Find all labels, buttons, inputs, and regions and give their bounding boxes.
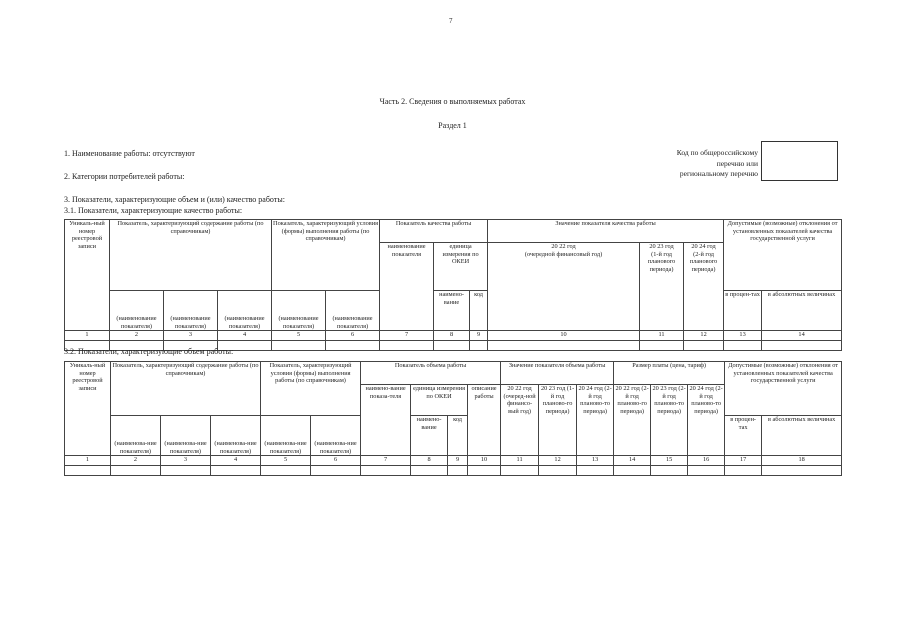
q-h-ind3: (наименование показателя) xyxy=(218,291,272,331)
q-h-year2: 20 23 год (1-й год планового периода) xyxy=(640,243,684,331)
q-h-year3: 20 24 год (2-й год планового периода) xyxy=(684,243,724,331)
v-h-conditions: Показатель, характеризующий условия (формы) выполнения работы (по справочникам) xyxy=(261,362,361,416)
v-h-ind2: (наименова-ние показателя) xyxy=(161,416,211,456)
v-h-y2: 20 23 год (1-й год планово-го периода) xyxy=(539,385,577,456)
col-num: 9 xyxy=(470,331,488,341)
col-num: 14 xyxy=(614,456,651,466)
col-num: 1 xyxy=(65,331,110,341)
v-h-p2: 20 23 год (2-й год планово-то периода) xyxy=(651,385,688,456)
q-h-allowed: Допустимые (возможные) отклонения от установленных показателей качества государственной услуги xyxy=(724,220,842,243)
v-h-p3: 20 24 год (2-й год планово-то периода) xyxy=(688,385,725,456)
col-num: 3 xyxy=(161,456,211,466)
col-num: 4 xyxy=(218,331,272,341)
col-num: 13 xyxy=(724,331,762,341)
col-num: 8 xyxy=(411,456,448,466)
v-h-y1: 20 22 год (очеред-ной финансо-вый год) xyxy=(501,385,539,456)
v-h-content: Показатель, характеризующий содержание работы (по справочникам) xyxy=(111,362,261,416)
col-num: 14 xyxy=(762,331,842,341)
v-h-unit-name: наимено-вание xyxy=(411,416,448,456)
col-num: 7 xyxy=(361,456,411,466)
col-num: 18 xyxy=(762,456,842,466)
v-h-ind4: (наименова-ние показателя) xyxy=(261,416,311,456)
volume-table xyxy=(64,361,842,476)
v-h-vol: Показатель объема работы xyxy=(361,362,501,385)
q-h-unique: Уникаль-ный номер реестровой записи xyxy=(65,220,110,331)
page-number: 7 xyxy=(449,17,453,25)
v-h-vname: наимено-вание показа-теля xyxy=(361,385,411,456)
q-h-quality: Показатель качества работы xyxy=(380,220,488,243)
q-h-unit: единица измерения по ОКЕИ xyxy=(434,243,488,291)
table-row xyxy=(65,456,842,466)
q-h-percent: в процен-тах xyxy=(724,291,762,331)
q-h-ind1: (наименование показателя) xyxy=(110,291,164,331)
q-h-year1: 20 22 год (очередной финансовый год) xyxy=(488,243,640,331)
q-h-unit-name: наимено-вание xyxy=(434,291,470,331)
col-num: 13 xyxy=(577,456,614,466)
q-h-conditions: Показатель, характеризующий условия (формы) выполнения работы (по справочникам) xyxy=(272,220,380,291)
v-h-ind3: (наименова-ние показателя) xyxy=(211,416,261,456)
col-num: 11 xyxy=(501,456,539,466)
table-row xyxy=(65,331,842,341)
col-num: 5 xyxy=(272,331,326,341)
quality-table xyxy=(64,219,842,351)
indicators-heading: 3. Показатели, характеризующие объем и (или) качество работы: xyxy=(64,195,285,204)
v-h-unique: Уникаль-ный номер реестровой записи xyxy=(65,362,111,456)
v-h-p1: 20 22 год (2-й год планово-го периода) xyxy=(614,385,651,456)
col-num: 3 xyxy=(164,331,218,341)
col-num: 7 xyxy=(380,331,434,341)
q-h-ind5: (наименование показателя) xyxy=(326,291,380,331)
v-h-percent: в процен-тах xyxy=(725,416,762,456)
code-box[interactable] xyxy=(761,141,838,181)
col-num: 8 xyxy=(434,331,470,341)
v-h-allowed: Допустимые (возможные) отклонения от установленных показателей качества государственной услуги xyxy=(725,362,842,385)
v-h-value: Значение показателя объема работы xyxy=(501,362,614,385)
q-h-qname: наименование показателя xyxy=(380,243,434,331)
v-h-unit: единица измерения по ОКЕИ xyxy=(411,385,468,416)
col-num: 12 xyxy=(684,331,724,341)
v-h-unit-code: код xyxy=(448,416,468,456)
q-h-ind2: (наименование показателя) xyxy=(164,291,218,331)
q-h-content: Показатель, характеризующий содержание работы (по справочникам) xyxy=(110,220,272,291)
col-num: 1 xyxy=(65,456,111,466)
quality-heading: 3.1. Показатели, характеризующие качество работы: xyxy=(64,206,243,215)
section-title: Раздел 1 xyxy=(438,121,467,130)
col-num: 4 xyxy=(211,456,261,466)
v-h-price: Размер платы (цена, тариф) xyxy=(614,362,725,385)
col-num: 12 xyxy=(539,456,577,466)
v-h-desc: описание работы xyxy=(468,385,501,456)
v-h-ind5: (наименова-ние показателя) xyxy=(311,416,361,456)
col-num: 5 xyxy=(261,456,311,466)
v-h-abs: в абсолютных величинах xyxy=(762,416,842,456)
col-num: 10 xyxy=(468,456,501,466)
col-num: 17 xyxy=(725,456,762,466)
consumer-categories: 2. Категории потребителей работы: xyxy=(64,172,185,181)
v-h-ind1: (наименова-ние показателя) xyxy=(111,416,161,456)
col-num: 6 xyxy=(311,456,361,466)
work-name: 1. Наименование работы: отсутствуют xyxy=(64,149,195,158)
table-row[interactable] xyxy=(65,466,842,476)
col-num: 16 xyxy=(688,456,725,466)
q-h-abs: в абсолютных величинах xyxy=(762,291,842,331)
v-h-y3: 20 24 год (2-й год планово-то периода) xyxy=(577,385,614,456)
col-num: 15 xyxy=(651,456,688,466)
volume-heading: 3.2. Показатели, характеризующие объем работы: xyxy=(64,347,234,356)
col-num: 2 xyxy=(110,331,164,341)
q-h-unit-code: код xyxy=(470,291,488,331)
page-title: Часть 2. Сведения о выполняемых работах xyxy=(379,97,526,106)
col-num: 6 xyxy=(326,331,380,341)
code-label: Код по общероссийскому перечню или региональному перечню xyxy=(676,148,758,178)
q-h-ind4: (наименование показателя) xyxy=(272,291,326,331)
col-num: 10 xyxy=(488,331,640,341)
q-h-value: Значение показателя качества работы xyxy=(488,220,724,243)
col-num: 2 xyxy=(111,456,161,466)
col-num: 9 xyxy=(448,456,468,466)
col-num: 11 xyxy=(640,331,684,341)
